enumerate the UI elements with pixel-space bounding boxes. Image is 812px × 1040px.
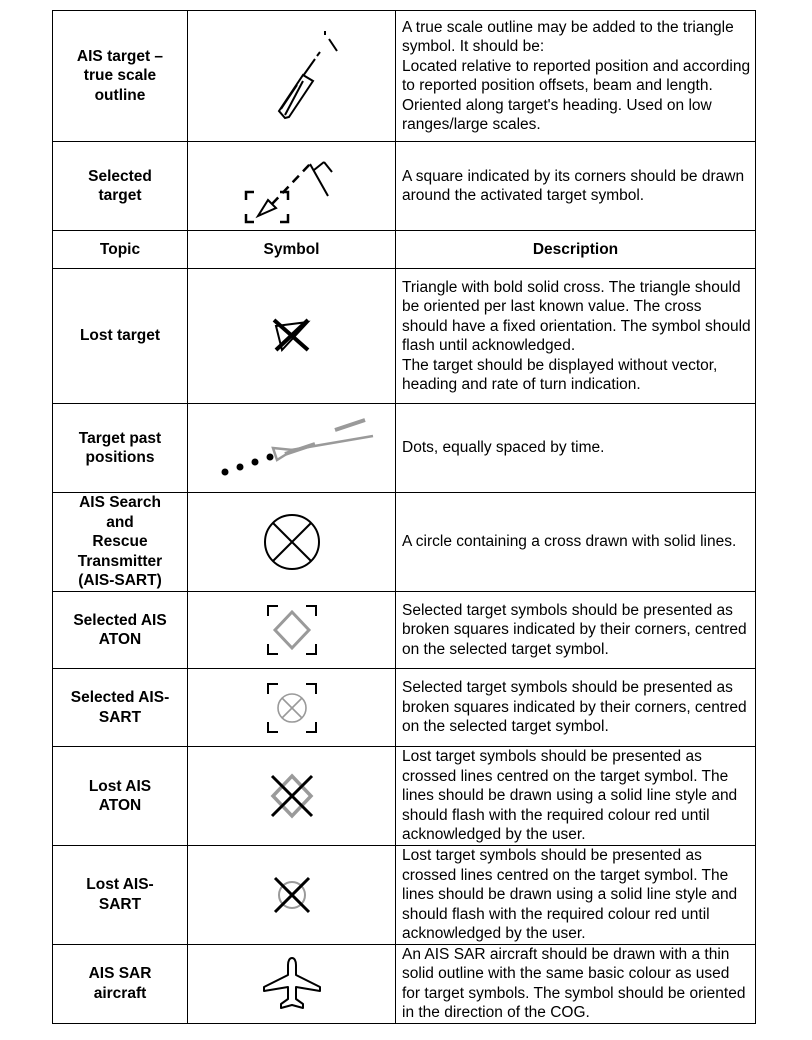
table-row bbox=[53, 944, 756, 1023]
table-row bbox=[53, 493, 756, 592]
symbol-cell bbox=[188, 11, 396, 142]
description-cell: Lost target symbols should be presented as crossed lines centred on the target symbol. The lines should be drawn using a solid line style and should flash with the required colour red until acknowledged by the user. bbox=[396, 747, 756, 846]
symbol-cell bbox=[188, 269, 396, 404]
lost-aton-icon bbox=[262, 766, 322, 826]
description-cell: Lost target symbols should be presented as crossed lines centred on the target symbol. The lines should be drawn using a solid line style and should flash with the required colour red until acknowledged by the user. bbox=[396, 846, 756, 945]
topic-cell: Lost target bbox=[53, 269, 188, 404]
table-header-row bbox=[53, 231, 756, 269]
symbol-cell bbox=[188, 747, 396, 846]
description-cell: A circle containing a cross drawn with solid lines. bbox=[396, 493, 756, 592]
description-cell: Dots, equally spaced by time. bbox=[396, 404, 756, 493]
symbol-cell bbox=[188, 944, 396, 1023]
symbol-table bbox=[52, 10, 756, 1024]
true-scale-outline-icon bbox=[237, 21, 347, 131]
topic-cell: AIS target – true scale outline bbox=[53, 11, 188, 142]
table-row bbox=[53, 592, 756, 669]
symbol-cell bbox=[188, 846, 396, 945]
selected-sart-icon bbox=[262, 678, 322, 738]
description-cell: A square indicated by its corners should be drawn around the activated target symbol. bbox=[396, 142, 756, 231]
description-cell: Selected target symbols should be presented as broken squares indicated by their corners, centred on the selected target symbol. bbox=[396, 592, 756, 669]
description-cell: A true scale outline may be added to the triangle symbol. It should be: Located relative to reported position and according to reported position offsets, beam and length. Oriented along target's heading. Used on low ranges/large scales. bbox=[396, 11, 756, 142]
symbol-cell bbox=[188, 142, 396, 231]
topic-cell: Lost AIS ATON bbox=[53, 747, 188, 846]
selected-target-icon bbox=[232, 144, 352, 228]
description-cell: An AIS SAR aircraft should be drawn with a thin solid outline with the same basic colour as used for target symbols. The symbol should be oriented in the direction of the COG. bbox=[396, 944, 756, 1023]
symbol-cell bbox=[188, 669, 396, 747]
past-positions-icon bbox=[207, 408, 377, 488]
lost-sart-icon bbox=[267, 870, 317, 920]
topic-cell: AIS SAR aircraft bbox=[53, 944, 188, 1023]
ais-sart-icon bbox=[260, 510, 324, 574]
symbol-cell bbox=[188, 592, 396, 669]
table-row bbox=[53, 269, 756, 404]
symbol-cell bbox=[188, 493, 396, 592]
table-row bbox=[53, 142, 756, 231]
description-cell: Selected target symbols should be presented as broken squares indicated by their corners, centred on the selected target symbol. bbox=[396, 669, 756, 747]
topic-cell: Selected AIS- SART bbox=[53, 669, 188, 747]
topic-cell: Target past positions bbox=[53, 404, 188, 493]
sar-aircraft-icon bbox=[260, 955, 324, 1013]
table-row bbox=[53, 747, 756, 846]
topic-cell: Selected target bbox=[53, 142, 188, 231]
selected-aton-icon bbox=[262, 600, 322, 660]
symbol-cell bbox=[188, 404, 396, 493]
description-cell: Triangle with bold solid cross. The triangle should be oriented per last known value. The cross should have a fixed orientation. The symbol should flash until acknowledged. The target should be displayed without vector, heading and rate of turn indication. bbox=[396, 269, 756, 404]
topic-cell: Selected AIS ATON bbox=[53, 592, 188, 669]
symbol-header: Symbol bbox=[188, 231, 396, 269]
lost-target-icon bbox=[262, 306, 322, 366]
table-row bbox=[53, 404, 756, 493]
topic-cell: AIS Search and Rescue Transmitter (AIS-SART) bbox=[53, 493, 188, 592]
table-row bbox=[53, 11, 756, 142]
topic-header: Topic bbox=[53, 231, 188, 269]
table-row bbox=[53, 669, 756, 747]
table-row bbox=[53, 846, 756, 945]
topic-cell: Lost AIS- SART bbox=[53, 846, 188, 945]
description-header: Description bbox=[396, 231, 756, 269]
